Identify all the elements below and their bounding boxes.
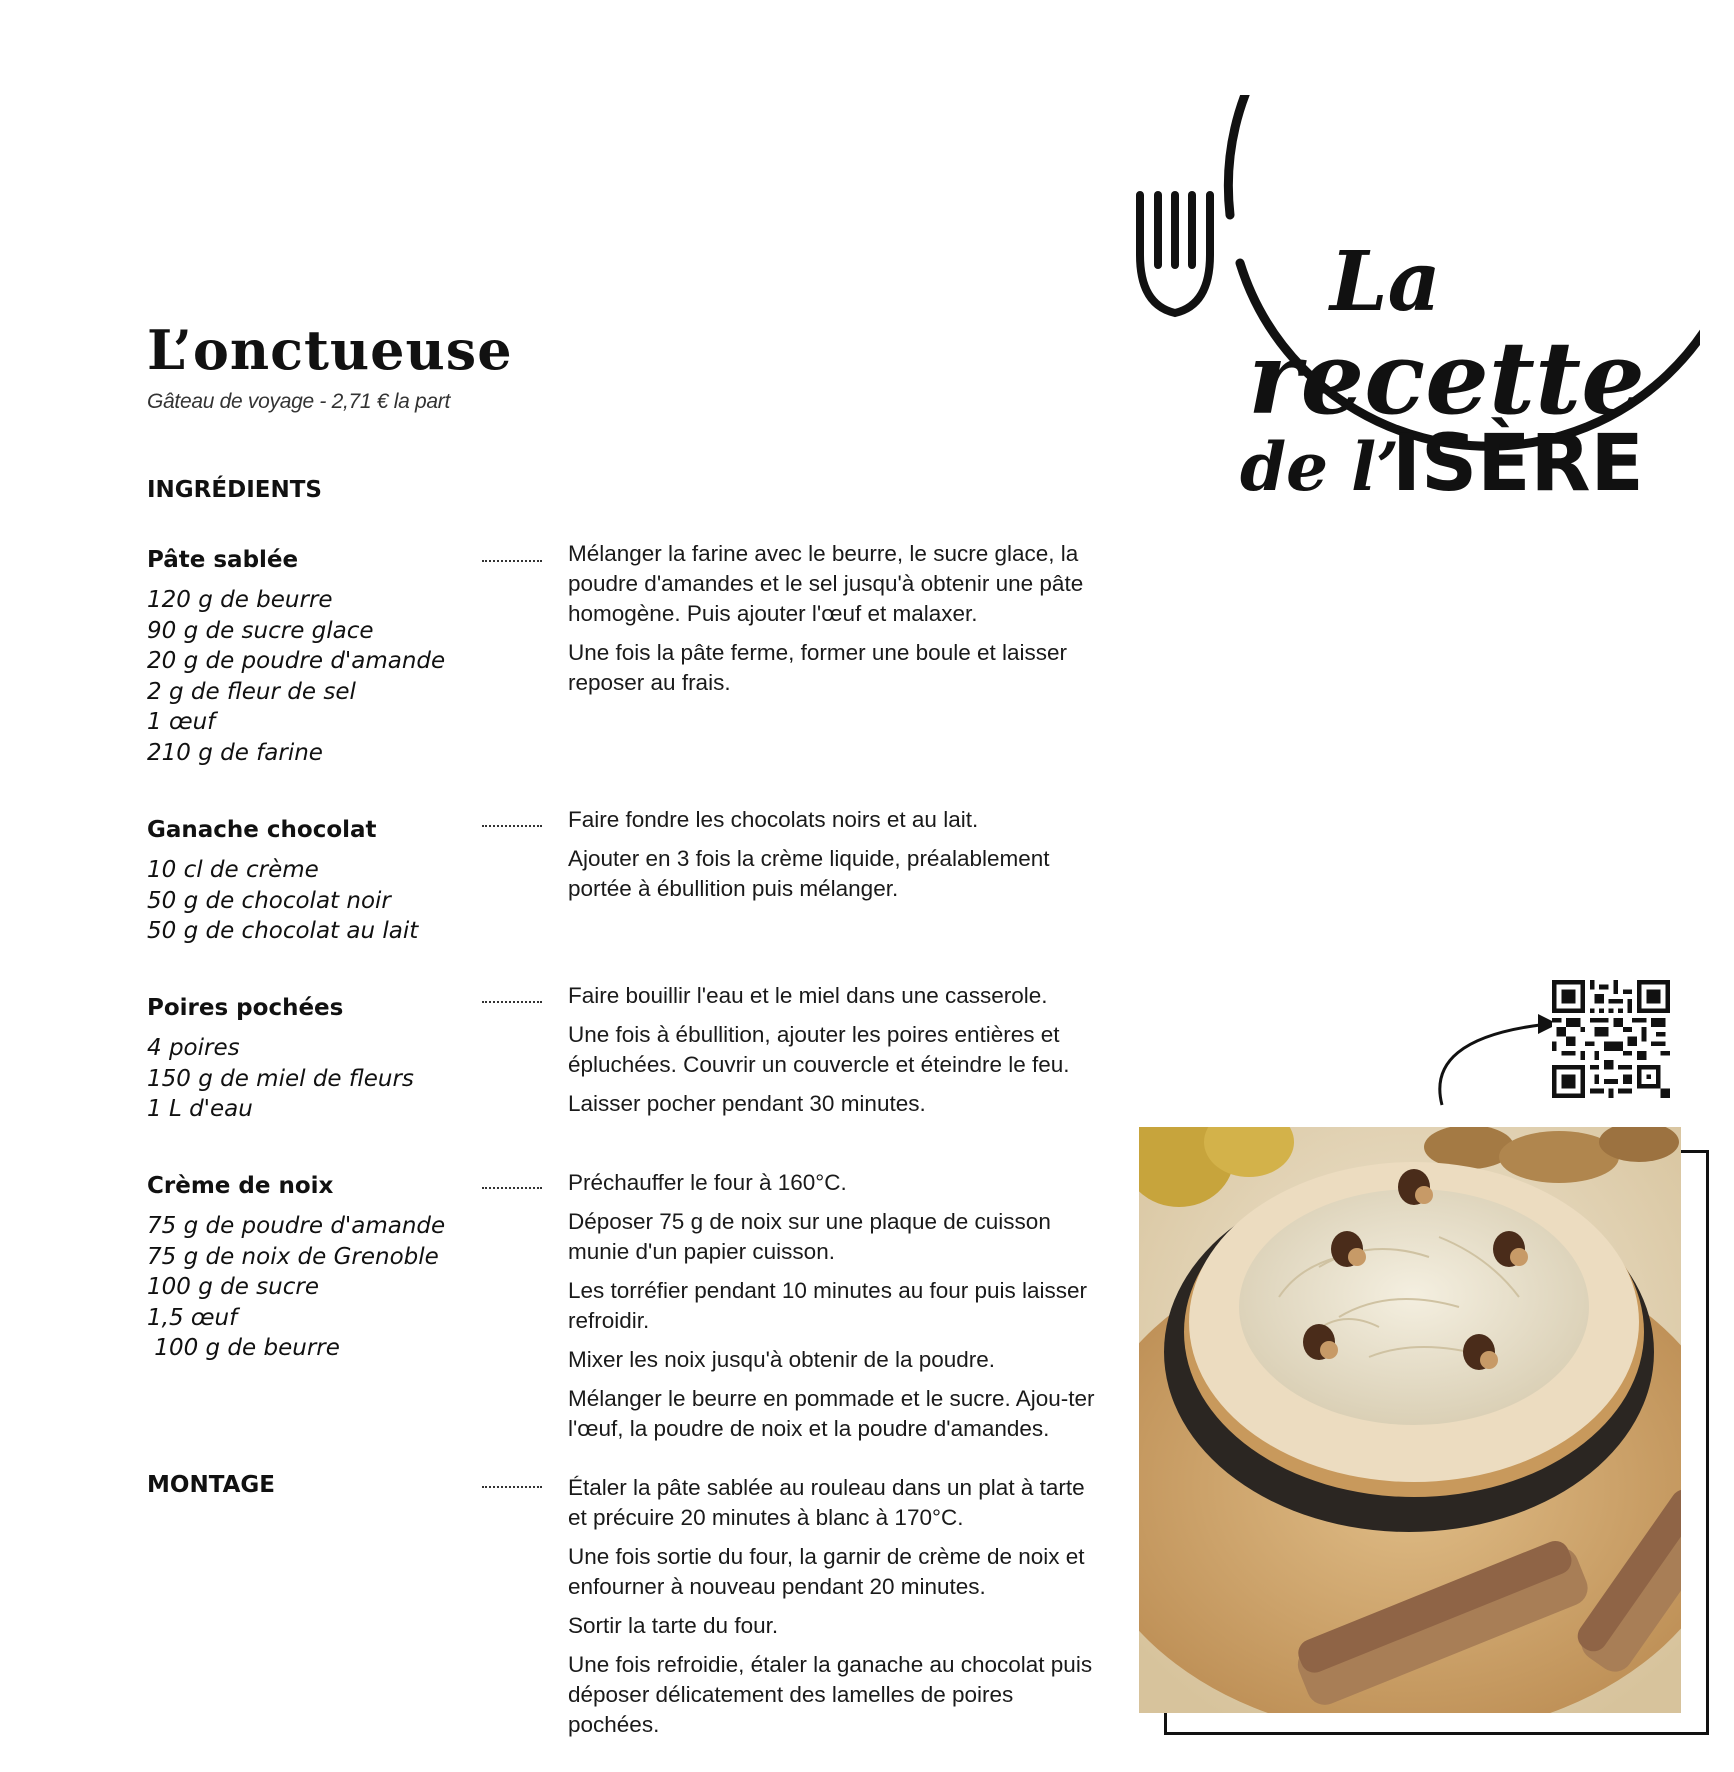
- qr-code-icon[interactable]: [1552, 980, 1670, 1098]
- step-text: Faire bouillir l'eau et le miel dans une casserole.: [568, 983, 1048, 1008]
- step-text: Déposer 75 g de noix sur une plaque de cuisson munie d'un papier cuisson.: [568, 1209, 1051, 1264]
- leader-dots: [482, 825, 542, 827]
- ingredient-item: 150 g de miel de fleurs: [147, 1065, 414, 1092]
- ingredient-list-ganache: [147, 855, 418, 947]
- ingredient-item: 1,5 œuf: [147, 1304, 238, 1331]
- group-title-ganache: Ganache chocolat: [147, 817, 377, 843]
- ingredient-item: 100 g de sucre: [147, 1274, 319, 1300]
- tart-illustration: [1139, 1127, 1681, 1713]
- steps-creme-noix: [568, 1168, 1098, 1453]
- ingredients-heading: INGRÉDIENTS: [147, 477, 322, 503]
- fork-plate-logo-icon: [1130, 95, 1700, 655]
- group-title-poires: Poires pochées: [147, 995, 344, 1021]
- step-text: Étaler la pâte sablée au rouleau dans un plat à tarte et précuire 20 minutes à blanc à 170°C.: [568, 1475, 1085, 1530]
- ingredient-item: 20 g de poudre d'amande: [147, 648, 446, 674]
- ingredient-item: 50 g de chocolat noir: [147, 887, 391, 914]
- ingredient-item: 75 g de poudre d'amande: [147, 1213, 446, 1239]
- steps-poires: [568, 981, 1098, 1128]
- group-title-creme-noix: Crème de noix: [147, 1173, 334, 1199]
- ingredient-item: 90 g de sucre glace: [147, 617, 374, 644]
- montage-heading: MONTAGE: [147, 1472, 275, 1498]
- step-text: Laisser pocher pendant 30 minutes.: [568, 1091, 926, 1116]
- step-text: Les torréfier pendant 10 minutes au four puis laisser refroidir.: [568, 1278, 1088, 1333]
- recipe-title: L’onctueuse: [147, 318, 513, 382]
- tart-photo: [1139, 1127, 1681, 1713]
- leader-dots: [482, 1001, 542, 1003]
- ingredient-list-poires: [147, 1033, 414, 1125]
- step-text: Une fois sortie du four, la garnir de crème de noix et enfourner à nouveau pendant 20 minutes.: [568, 1544, 1085, 1599]
- group-title-pate-sablee: Pâte sablée: [147, 547, 299, 573]
- svg-text:de l’: de l’: [1240, 428, 1400, 506]
- step-text: Ajouter en 3 fois la crème liquide, préalablement portée à ébullition puis mélanger.: [568, 846, 1050, 901]
- leader-dots: [482, 1187, 542, 1189]
- step-text: Mélanger le beurre en pommade et le sucre. Ajou-ter l'œuf, la poudre de noix et la poudre d'amandes.: [568, 1386, 1095, 1441]
- steps-pate-sablee: [568, 539, 1098, 707]
- ingredient-item: 50 g de chocolat au lait: [147, 918, 419, 944]
- step-text: Une fois refroidie, étaler la ganache au chocolat puis déposer délicatement des lamelles de poires pochées.: [568, 1652, 1093, 1737]
- ingredient-item: 10 cl de crème: [147, 857, 319, 883]
- step-text: Une fois à ébullition, ajouter les poires entières et épluchées. Couvrir un couvercle et éteindre le feu.: [568, 1022, 1070, 1077]
- step-text: Sortir la tarte du four.: [568, 1613, 779, 1638]
- step-text: Préchauffer le four à 160°C.: [568, 1170, 847, 1195]
- step-text: Faire fondre les chocolats noirs et au lait.: [568, 807, 979, 832]
- ingredient-item: 1 L d'eau: [147, 1096, 253, 1122]
- svg-text:ISÈRE: ISÈRE: [1392, 419, 1644, 509]
- ingredient-item: 100 g de beurre: [147, 1335, 340, 1361]
- ingredient-item: 4 poires: [147, 1035, 240, 1061]
- ingredient-item: 2 g de fleur de sel: [147, 678, 356, 705]
- ingredient-list-creme-noix: [147, 1211, 445, 1364]
- leader-dots: [482, 1486, 542, 1488]
- svg-text:La: La: [1330, 234, 1441, 330]
- step-text: Mélanger la farine avec le beurre, le sucre glace, la poudre d'amandes et le sel jusqu'à obtenir une pâte homogène. Puis ajouter l'œuf et malaxer.: [568, 541, 1084, 626]
- steps-montage: [568, 1473, 1098, 1749]
- ingredient-list-pate-sablee: [147, 585, 445, 768]
- ingredient-item: 210 g de farine: [147, 739, 323, 766]
- logo-text: [1240, 234, 1645, 509]
- ingredient-item: 1 œuf: [147, 709, 216, 735]
- step-text: Une fois la pâte ferme, former une boule et laisser reposer au frais.: [568, 640, 1067, 695]
- step-text: Mixer les noix jusqu'à obtenir de la poudre.: [568, 1347, 996, 1372]
- svg-text:recette: recette: [1248, 319, 1645, 437]
- leader-dots: [482, 560, 542, 562]
- ingredient-item: 75 g de noix de Grenoble: [147, 1243, 439, 1270]
- steps-ganache: [568, 805, 1098, 913]
- ingredient-item: 120 g de beurre: [147, 587, 333, 613]
- curved-arrow-icon: [1420, 1000, 1560, 1110]
- recipe-subtitle: Gâteau de voyage - 2,71 € la part: [147, 390, 450, 413]
